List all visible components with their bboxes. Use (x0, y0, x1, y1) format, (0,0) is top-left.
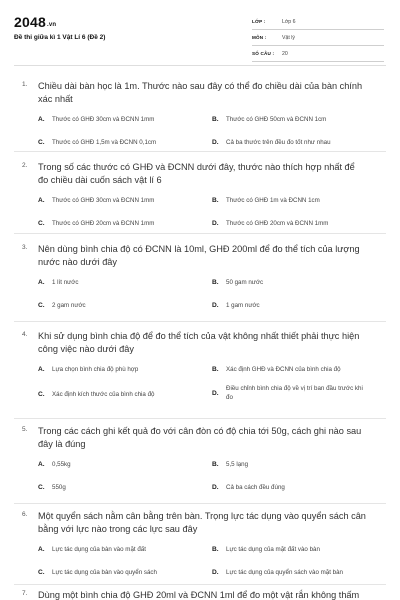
option-letter: C. (38, 139, 45, 146)
option-text: Thước có GHĐ 1m và ĐCNN 1cm (226, 197, 320, 204)
option-text: Thước có GHĐ 30cm và ĐCNN 1mm (52, 197, 155, 204)
option-a[interactable] (38, 545, 208, 554)
question-text: Trong các cách ghi kết quả đo với cân đòn có độ chia tới 50g, cách ghi nào sau đây là đúng (38, 426, 362, 449)
question-6 (14, 510, 386, 580)
meta-row-class (252, 14, 384, 30)
option-list (38, 269, 386, 313)
option-letter: B. (212, 116, 219, 123)
option-c[interactable] (38, 483, 208, 492)
option-text: Điều chỉnh bình chia độ về vị trí ban đầu trước khi đo (226, 385, 363, 401)
option-letter: D. (212, 302, 219, 309)
question-number: 4. (22, 331, 28, 338)
option-text: Thước có GHĐ 30cm và ĐCNN 1mm (52, 116, 155, 123)
option-b[interactable] (212, 365, 382, 374)
option-d[interactable] (212, 219, 382, 228)
option-list (38, 187, 386, 231)
option-a[interactable] (38, 196, 208, 205)
option-letter: D. (212, 484, 219, 491)
option-letter: C. (38, 220, 45, 227)
option-letter: C. (38, 391, 45, 398)
question-divider (14, 151, 386, 152)
option-d[interactable] (212, 483, 382, 492)
option-text: Thước có GHĐ 20cm và ĐCNN 1mm (226, 220, 329, 227)
option-d[interactable] (212, 301, 382, 310)
option-letter: A. (38, 461, 45, 468)
question-5 (14, 425, 386, 495)
option-letter: B. (212, 546, 219, 553)
question-text: Khi sử dụng bình chia độ để đo thể tích của vật không nhất thiết phải thực hiện công việc nào dưới đây (38, 331, 360, 354)
question-1 (14, 80, 386, 150)
option-text: Thước có GHĐ 1,5m và ĐCNN 0,1cm (52, 139, 157, 146)
question-text: Một quyển sách nằm cân bằng trên bàn. Trọng lực tác dụng vào quyển sách cân bằng với lực nào trong các lực sau đây (38, 511, 366, 534)
option-a[interactable] (38, 460, 208, 469)
option-b[interactable] (212, 278, 382, 287)
option-letter: A. (38, 546, 45, 553)
question-text: Dùng một bình chia độ GHĐ 20ml và ĐCNN 1ml để đo một vật rắn không thấm (38, 590, 360, 600)
meta-value: Lớp 6 (282, 18, 296, 25)
option-letter: A. (38, 366, 45, 373)
option-text: Cả ba cách đều đúng (226, 484, 285, 491)
question-3 (14, 243, 386, 313)
question-number: 7. (22, 590, 28, 597)
option-text: Thước có GHĐ 50cm và ĐCNN 1cm (226, 116, 327, 123)
question-number: 2. (22, 162, 28, 169)
option-letter: C. (38, 302, 45, 309)
option-c[interactable] (38, 568, 208, 577)
option-a[interactable] (38, 278, 208, 287)
question-number: 6. (22, 511, 28, 518)
question-7 (14, 589, 386, 600)
option-text: Thước có GHĐ 20cm và ĐCNN 1mm (52, 220, 155, 227)
option-text: 1 gam nước (226, 302, 260, 309)
option-letter: D. (212, 220, 219, 227)
option-letter: B. (212, 197, 219, 204)
question-number: 1. (22, 81, 28, 88)
option-c[interactable] (38, 219, 208, 228)
option-text: Lực tác dụng của bàn vào mặt đất (52, 546, 146, 553)
question-divider (14, 321, 386, 322)
option-d[interactable] (212, 384, 382, 402)
option-b[interactable] (212, 545, 382, 554)
option-letter: D. (212, 139, 219, 146)
question-4 (14, 330, 386, 408)
option-c[interactable] (38, 301, 208, 310)
question-divider (14, 584, 386, 585)
option-c[interactable] (38, 390, 208, 399)
option-list (38, 451, 386, 495)
option-d[interactable] (212, 568, 382, 577)
option-a[interactable] (38, 365, 208, 374)
option-letter: D. (212, 569, 219, 576)
option-c[interactable] (38, 138, 208, 147)
option-d[interactable] (212, 138, 382, 147)
logo-main: 2048 (14, 14, 46, 30)
option-list (38, 106, 386, 150)
meta-key: LỚP : (252, 19, 266, 24)
site-logo[interactable] (14, 14, 56, 30)
question-divider (14, 503, 386, 504)
question-number: 3. (22, 244, 28, 251)
question-text: Trong số các thước có GHĐ và ĐCNN dưới đây, thước nào thích hợp nhất để đo chiều dài cuốn sách vật lí 6 (38, 162, 355, 185)
option-text: 550g (52, 484, 66, 491)
question-2 (14, 161, 386, 231)
logo-suffix: .vn (46, 22, 57, 28)
option-letter: A. (38, 197, 45, 204)
option-text: Xác định GHĐ và ĐCNN của bình chia độ (226, 366, 341, 373)
option-letter: B. (212, 366, 219, 373)
option-text: Xác định kích thước của bình chia độ (52, 391, 155, 398)
option-text: 50 gam nước (226, 279, 264, 286)
option-text: Lựa chọn bình chia độ phù hợp (52, 366, 139, 373)
question-divider (14, 233, 386, 234)
meta-key: MÔN : (252, 35, 267, 40)
header-divider (14, 65, 386, 66)
question-number: 5. (22, 426, 28, 433)
question-divider (14, 418, 386, 419)
option-letter: A. (38, 279, 45, 286)
option-text: Cả ba thước trên đều đo tốt như nhau (226, 139, 331, 146)
option-text: 2 gam nước (52, 302, 86, 309)
option-a[interactable] (38, 115, 208, 124)
option-text: Lực tác dụng của quyển sách vào mặt bàn (226, 569, 343, 576)
question-text: Nên dùng bình chia độ có ĐCNN là 10ml, GHĐ 200ml để đo thể tích của lượng nước nào dưới đây (38, 244, 360, 267)
meta-row-subject (252, 30, 384, 46)
option-b[interactable] (212, 196, 382, 205)
exam-header (0, 0, 400, 62)
meta-value: Vật lý (282, 34, 295, 41)
option-text: Lực tác dụng của bàn vào quyển sách (52, 569, 157, 576)
option-letter: A. (38, 116, 45, 123)
exam-meta-table (252, 14, 384, 62)
option-letter: C. (38, 569, 45, 576)
option-text: Lực tác dụng của mặt đất vào bàn (226, 546, 320, 553)
option-text: 5,5 lạng (226, 461, 249, 468)
meta-row-count (252, 46, 384, 62)
option-letter: B. (212, 461, 219, 468)
option-b[interactable] (212, 115, 382, 124)
option-text: 0,55kg (52, 461, 71, 468)
meta-value: 20 (282, 50, 288, 57)
option-letter: D. (212, 389, 219, 397)
option-list (38, 356, 386, 408)
meta-key: SỐ CÂU : (252, 51, 275, 56)
question-text: Chiều dài bàn học là 1m. Thước nào sau đây có thể đo chiều dài của bàn chính xác nhất (38, 81, 363, 104)
option-list (38, 536, 386, 580)
option-letter: C. (38, 484, 45, 491)
option-text: 1 lít nước (52, 279, 79, 286)
option-b[interactable] (212, 460, 382, 469)
option-letter: B. (212, 279, 219, 286)
exam-title: Đề thi giữa kì 1 Vật Lí 6 (Đề 2) (14, 34, 106, 41)
